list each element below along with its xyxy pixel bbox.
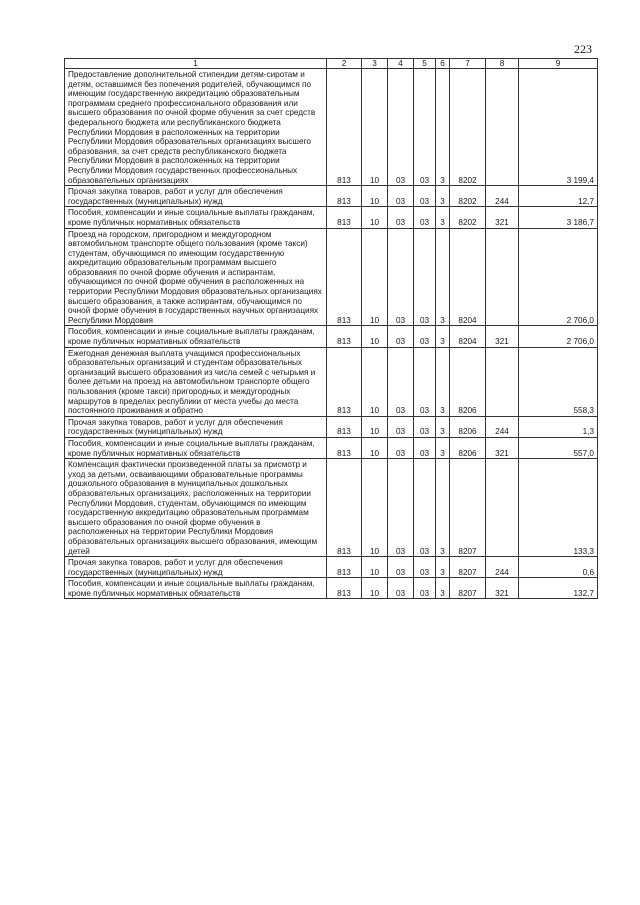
table-row bbox=[65, 578, 598, 599]
row-subsection: 03 bbox=[388, 69, 414, 186]
row-amount: 558,3 bbox=[519, 347, 598, 416]
column-header: 1 bbox=[65, 59, 327, 69]
row-section: 10 bbox=[362, 347, 388, 416]
row-admin-code: 813 bbox=[327, 578, 362, 599]
column-header: 5 bbox=[414, 59, 436, 69]
row-subsection: 03 bbox=[388, 207, 414, 228]
table-body bbox=[65, 69, 598, 599]
table-row bbox=[65, 228, 598, 326]
row-target-program: 03 bbox=[414, 578, 436, 599]
table-row bbox=[65, 326, 598, 347]
row-amount: 2 706,0 bbox=[519, 326, 598, 347]
row-target-item: 8206 bbox=[450, 347, 486, 416]
row-expense-type bbox=[486, 459, 519, 557]
row-amount: 557,0 bbox=[519, 437, 598, 458]
column-header: 2 bbox=[327, 59, 362, 69]
row-target-item: 8206 bbox=[450, 416, 486, 437]
row-admin-code: 813 bbox=[327, 228, 362, 326]
row-target-item: 8207 bbox=[450, 557, 486, 578]
budget-table bbox=[64, 58, 598, 599]
row-expense-type: 321 bbox=[486, 326, 519, 347]
row-target-program: 03 bbox=[414, 437, 436, 458]
table-row bbox=[65, 69, 598, 186]
row-description: Ежегодная денежная выплата учащимся профессиональных образовательных организаций и студентам образовательных организаций высшего образования из числа семей с четырьмя и более детьми на проезд на автомобильном транспорте общего пользования (кроме такси) пригородных и междугородных маршрутов в пределах республики от места учебы до места постоянного проживания и обратно bbox=[65, 347, 327, 416]
row-target-item: 8207 bbox=[450, 459, 486, 557]
row-description: Пособия, компенсации и иные социальные выплаты гражданам, кроме публичных нормативных обязательств bbox=[65, 326, 327, 347]
table-row bbox=[65, 437, 598, 458]
row-subsection: 03 bbox=[388, 578, 414, 599]
row-expense-type: 321 bbox=[486, 207, 519, 228]
row-subsection: 03 bbox=[388, 437, 414, 458]
row-target-subprogram: 3 bbox=[436, 207, 450, 228]
row-expense-type: 321 bbox=[486, 437, 519, 458]
row-admin-code: 813 bbox=[327, 557, 362, 578]
row-admin-code: 813 bbox=[327, 347, 362, 416]
row-target-item: 8204 bbox=[450, 326, 486, 347]
row-target-program: 03 bbox=[414, 207, 436, 228]
row-target-subprogram: 3 bbox=[436, 557, 450, 578]
row-target-subprogram: 3 bbox=[436, 347, 450, 416]
row-subsection: 03 bbox=[388, 347, 414, 416]
row-admin-code: 813 bbox=[327, 207, 362, 228]
row-target-subprogram: 3 bbox=[436, 228, 450, 326]
row-description: Прочая закупка товаров, работ и услуг для обеспечения государственных (муниципальных) нужд bbox=[65, 186, 327, 207]
row-target-item: 8202 bbox=[450, 186, 486, 207]
row-section: 10 bbox=[362, 326, 388, 347]
table-row bbox=[65, 416, 598, 437]
row-section: 10 bbox=[362, 557, 388, 578]
row-amount: 1,3 bbox=[519, 416, 598, 437]
row-admin-code: 813 bbox=[327, 326, 362, 347]
row-admin-code: 813 bbox=[327, 459, 362, 557]
table-row bbox=[65, 347, 598, 416]
row-amount: 132,7 bbox=[519, 578, 598, 599]
row-section: 10 bbox=[362, 437, 388, 458]
row-target-program: 03 bbox=[414, 186, 436, 207]
row-section: 10 bbox=[362, 459, 388, 557]
row-section: 10 bbox=[362, 228, 388, 326]
row-target-subprogram: 3 bbox=[436, 186, 450, 207]
row-section: 10 bbox=[362, 186, 388, 207]
column-header: 9 bbox=[519, 59, 598, 69]
row-description: Компенсация фактически произведенной платы за присмотр и уход за детьми, осваивающими образовательные программы дошкольного образования в муниципальных дошкольных образовательных организациях, расположенных на территории Республики Мордовия, студентам, обучающимся по имеющим государственную аккредитацию образовательным программам высшего образования по очной форме обучения в расположенных на территории Республики Мордовия образовательных организациях высшего образования, имеющим детей bbox=[65, 459, 327, 557]
row-expense-type bbox=[486, 228, 519, 326]
row-target-item: 8202 bbox=[450, 207, 486, 228]
row-admin-code: 813 bbox=[327, 186, 362, 207]
row-target-item: 8207 bbox=[450, 578, 486, 599]
table-row bbox=[65, 207, 598, 228]
row-target-subprogram: 3 bbox=[436, 416, 450, 437]
row-amount: 133,3 bbox=[519, 459, 598, 557]
row-target-subprogram: 3 bbox=[436, 578, 450, 599]
row-target-item: 8206 bbox=[450, 437, 486, 458]
row-expense-type: 321 bbox=[486, 578, 519, 599]
row-description: Проезд на городском, пригородном и междугородном автомобильном транспорте общего пользования (кроме такси) студентам, обучающимся по имеющим государственную аккредитацию образовательным программам высшего образования по очной форме обучения и аспирантам, обучающимся по очной форме обучения в расположенных на территории Республики Мордовия образовательных организациях высшего образования, а также аспирантам, обучающимся по очной форме обучения в государственных научных организациях Республики Мордовия bbox=[65, 228, 327, 326]
row-section: 10 bbox=[362, 207, 388, 228]
row-target-item: 8202 bbox=[450, 69, 486, 186]
row-subsection: 03 bbox=[388, 459, 414, 557]
row-amount: 12,7 bbox=[519, 186, 598, 207]
row-admin-code: 813 bbox=[327, 69, 362, 186]
row-target-subprogram: 3 bbox=[436, 326, 450, 347]
row-subsection: 03 bbox=[388, 228, 414, 326]
table-row bbox=[65, 557, 598, 578]
row-description: Пособия, компенсации и иные социальные выплаты гражданам, кроме публичных нормативных обязательств bbox=[65, 207, 327, 228]
row-target-subprogram: 3 bbox=[436, 437, 450, 458]
row-description: Предоставление дополнительной стипендии детям-сиротам и детям, оставшимся без попечения родителей, обучающимся по имеющим государственную аккредитацию образовательным программам среднего профессионального образования или высшего образования по очной форме обучения за счет средств федерального бюджета или республиканского бюджета Республики Мордовия в расположенных на территории Республики Мордовия образовательных организациях высшего образования, за счет средств республиканского бюджета Республики Мордовия в расположенных на территории Республики Мордовия государственных профессиональных образовательных организациях bbox=[65, 69, 327, 186]
row-subsection: 03 bbox=[388, 186, 414, 207]
row-expense-type bbox=[486, 347, 519, 416]
row-admin-code: 813 bbox=[327, 437, 362, 458]
row-subsection: 03 bbox=[388, 557, 414, 578]
table-header-row bbox=[65, 59, 598, 69]
table-row bbox=[65, 459, 598, 557]
row-expense-type bbox=[486, 69, 519, 186]
row-description: Пособия, компенсации и иные социальные выплаты гражданам, кроме публичных нормативных обязательств bbox=[65, 437, 327, 458]
row-description: Прочая закупка товаров, работ и услуг для обеспечения государственных (муниципальных) нужд bbox=[65, 416, 327, 437]
row-target-program: 03 bbox=[414, 228, 436, 326]
column-header: 6 bbox=[436, 59, 450, 69]
row-subsection: 03 bbox=[388, 416, 414, 437]
row-target-program: 03 bbox=[414, 416, 436, 437]
column-header: 3 bbox=[362, 59, 388, 69]
column-header: 8 bbox=[486, 59, 519, 69]
row-target-subprogram: 3 bbox=[436, 69, 450, 186]
row-expense-type: 244 bbox=[486, 416, 519, 437]
row-section: 10 bbox=[362, 69, 388, 186]
row-target-program: 03 bbox=[414, 347, 436, 416]
row-target-item: 8204 bbox=[450, 228, 486, 326]
table-row bbox=[65, 186, 598, 207]
row-target-program: 03 bbox=[414, 557, 436, 578]
row-target-subprogram: 3 bbox=[436, 459, 450, 557]
row-description: Пособия, компенсации и иные социальные выплаты гражданам, кроме публичных нормативных обязательств bbox=[65, 578, 327, 599]
row-subsection: 03 bbox=[388, 326, 414, 347]
row-target-program: 03 bbox=[414, 326, 436, 347]
page-number: 223 bbox=[574, 42, 592, 56]
row-section: 10 bbox=[362, 578, 388, 599]
row-expense-type: 244 bbox=[486, 186, 519, 207]
column-header: 4 bbox=[388, 59, 414, 69]
row-section: 10 bbox=[362, 416, 388, 437]
row-description: Прочая закупка товаров, работ и услуг для обеспечения государственных (муниципальных) нужд bbox=[65, 557, 327, 578]
row-target-program: 03 bbox=[414, 459, 436, 557]
column-header: 7 bbox=[450, 59, 486, 69]
row-admin-code: 813 bbox=[327, 416, 362, 437]
row-expense-type: 244 bbox=[486, 557, 519, 578]
row-amount: 2 706,0 bbox=[519, 228, 598, 326]
row-amount: 3 199,4 bbox=[519, 69, 598, 186]
row-amount: 3 186,7 bbox=[519, 207, 598, 228]
row-target-program: 03 bbox=[414, 69, 436, 186]
row-amount: 0,6 bbox=[519, 557, 598, 578]
